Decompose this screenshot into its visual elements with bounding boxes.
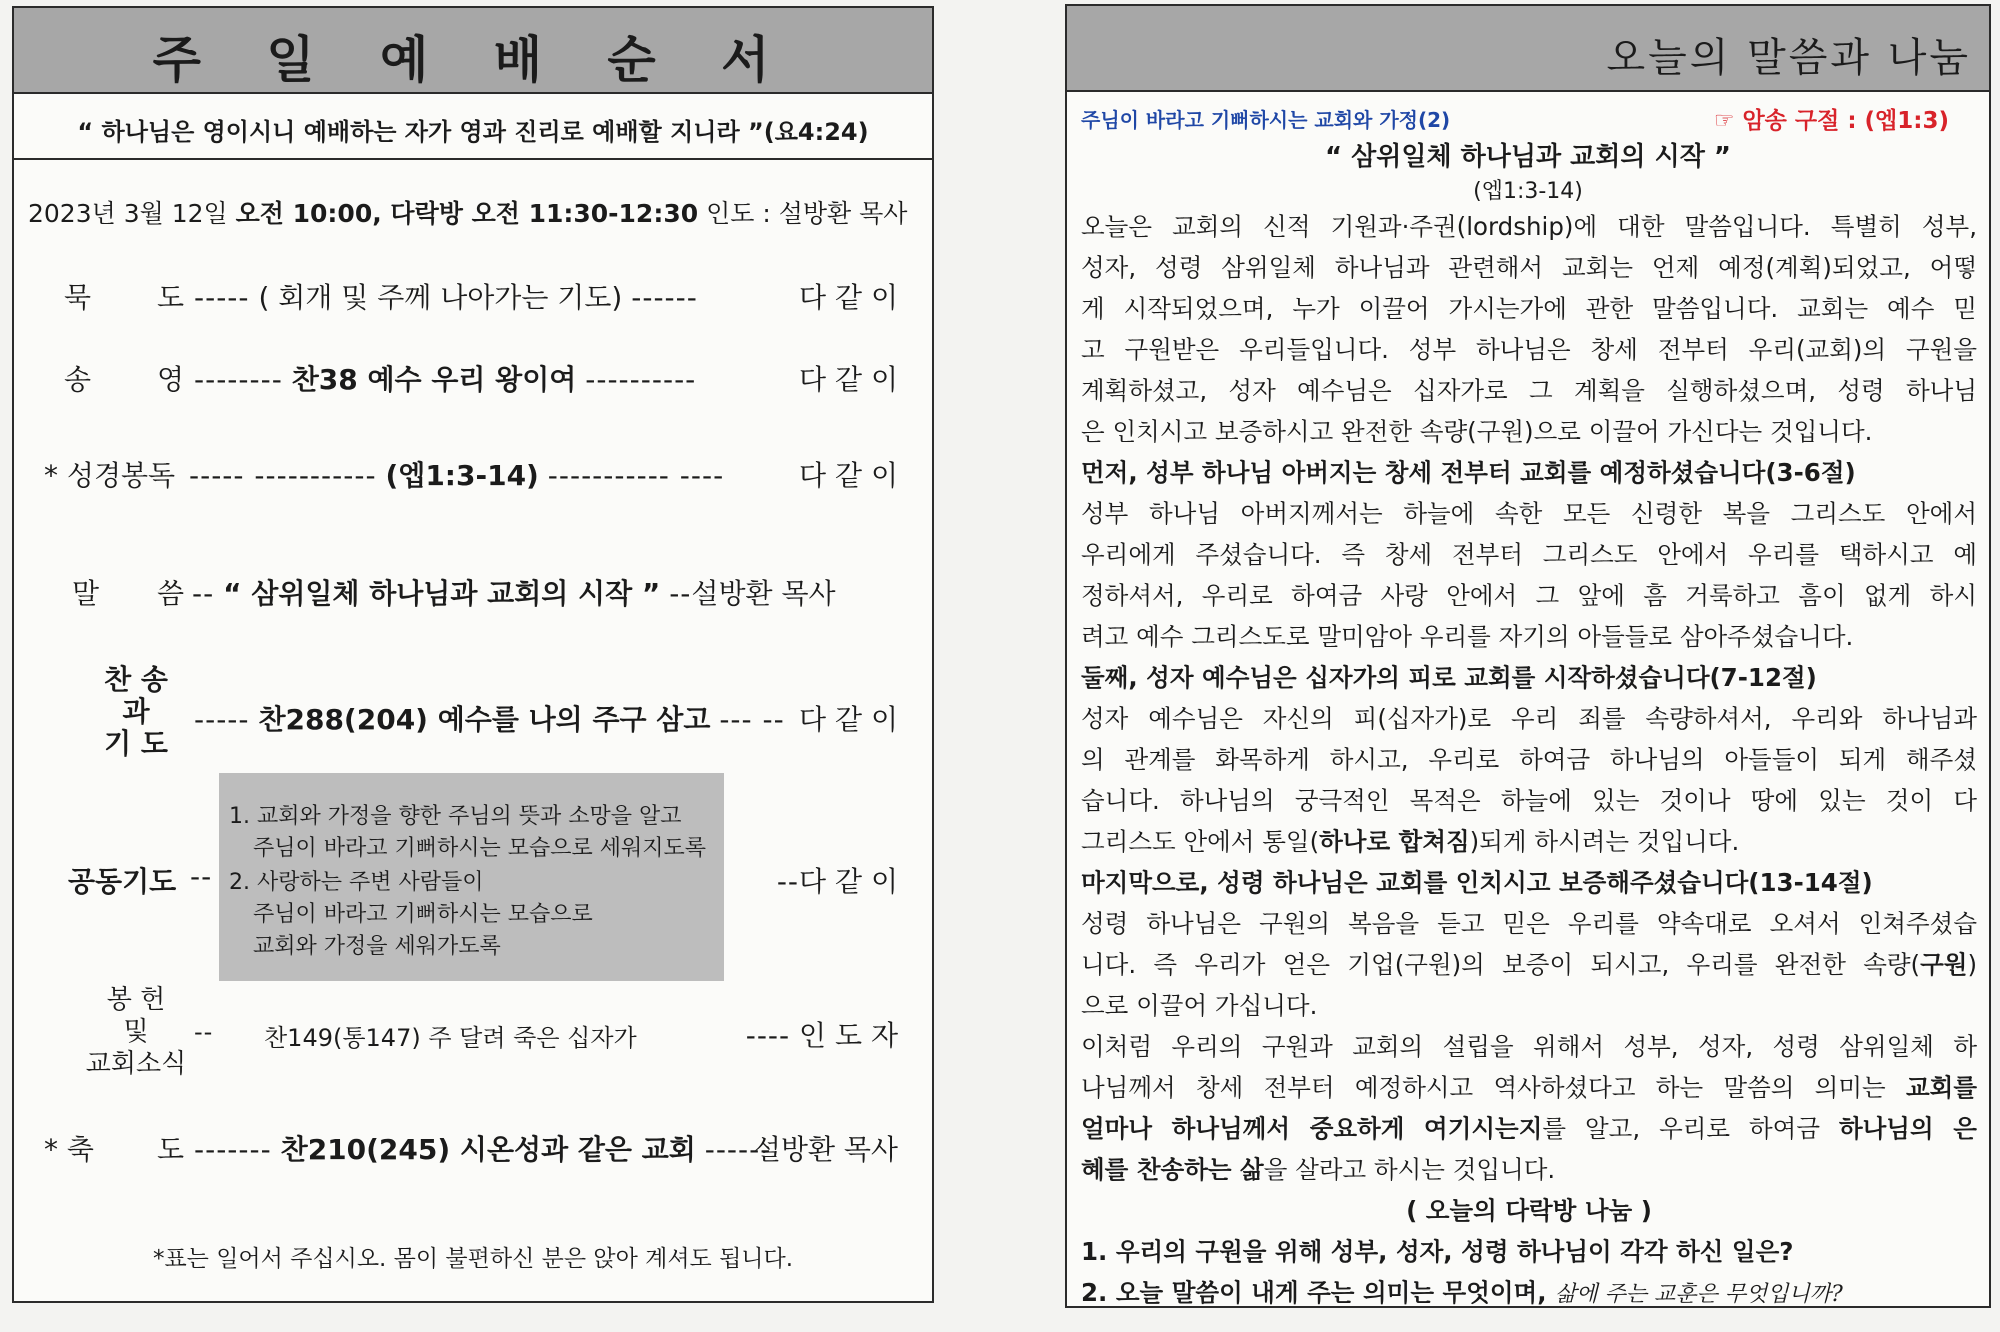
body-emphasis: 혜를 찬송하는 삶 [1081, 1155, 1264, 1184]
body-line: 고 구원받은 우리들입니다. 성부 하나님은 창세 전부터 우리(교회)의 구원을 [1081, 335, 1977, 364]
order-label: 도 [156, 1133, 184, 1166]
order-who: 다 같 이 [799, 703, 898, 736]
order-content: 찬210(245) 시온성과 같은 교회 [280, 1133, 696, 1166]
body-line [1081, 946, 1977, 981]
sharing-heading: ( 오늘의 다락방 나눔 ) [1406, 1196, 1652, 1225]
order-who: 다 같 이 [799, 459, 898, 492]
body-line: 은 인치시고 보증하시고 완전한 속량(구원)으로 이끌어 가신다는 것입니다. [1081, 417, 1873, 446]
dash-leader: ---------- [585, 363, 697, 396]
body-line [1081, 1110, 1977, 1145]
body-emphasis: 하나로 합쳐짐 [1319, 827, 1470, 856]
body-line [1081, 1151, 1977, 1186]
order-label: 묵 [64, 281, 92, 314]
sermon-notes-panel [1065, 4, 1991, 1308]
prayer-topic: 주님이 바라고 기뻐하시는 모습으로 세워지도록 [253, 836, 707, 861]
dash-leader: -- [192, 577, 215, 610]
sermon-reference: (엡1:3-14) [1473, 179, 1583, 204]
dash-leader: ---- [745, 1019, 791, 1052]
page-title: 주 일 예 배 순 서 [152, 31, 794, 89]
dash-leader: ------ [704, 1133, 772, 1166]
body-text: ) [1967, 950, 1977, 979]
body-text: 을 살라고 하시는 것입니다. [1263, 1155, 1556, 1184]
body-line: 게 시작되었으며, 누가 이끌어 가시는가에 관한 말씀입니다. 교회는 예수 믿 [1081, 294, 1977, 323]
dash-leader: -- [776, 865, 800, 898]
body-line [1081, 823, 1977, 858]
order-label: 송 [64, 363, 92, 396]
dash-leader: --- -- [719, 703, 785, 736]
order-label: 교회소식 [85, 1049, 187, 1079]
body-line: 오늘은 교회의 신적 기원과·주권(lordship)에 대한 말씀입니다. 특별히 성부, [1081, 212, 1977, 241]
order-label-offering [66, 984, 206, 1080]
service-date: 2023년 3월 12일 [28, 199, 236, 228]
body-line: 려고 예수 그리스도로 말미암아 우리를 자기의 아들들로 삼아주셨습니다. [1081, 622, 1854, 651]
order-label: 및 [123, 1017, 149, 1047]
body-emphasis: 교회를 [1905, 1073, 1977, 1102]
service-times: 오전 10:00, 다락방 오전 11:30-12:30 [235, 199, 699, 228]
order-label: 기 도 [104, 727, 168, 760]
body-line: 성부 하나님 아버지께서는 하늘에 속한 모든 신령한 복을 그리스도 안에서 [1081, 499, 1977, 528]
body-line: 이처럼 우리의 구원과 교회의 설립을 위해서 성부, 성자, 성령 삼위일체 하 [1081, 1032, 1977, 1061]
order-label: 공동기도 [68, 865, 177, 898]
body-line: 성자, 성령 삼위일체 하나님과 관련해서 교회는 언제 예정(계획)되었고, 어떻 [1081, 253, 1977, 282]
order-who: 설방환 목사 [691, 577, 836, 610]
order-label: 과 [122, 695, 150, 728]
order-label: 찬 송 [104, 663, 168, 696]
body-emphasis: 구원 [1920, 950, 1968, 979]
body-line: 정하셔서, 우리로 하여금 사랑 안에서 그 앞에 흠 거룩하고 흠이 없게 하시 [1081, 581, 1977, 610]
order-label: 봉 헌 [106, 985, 166, 1015]
page-title: 오늘의 말씀과 나눔 [1606, 35, 1971, 81]
service-info [28, 194, 907, 230]
section-heading: 마지막으로, 성령 하나님은 교회를 인치시고 보증해주셨습니다(13-14절) [1081, 868, 1873, 897]
order-label: 말 [72, 577, 100, 610]
dash-leader: -- [669, 577, 692, 610]
discussion-question [1081, 1274, 1977, 1309]
order-content: ( 회개 및 주께 나아가는 기도) [258, 281, 623, 314]
order-label: * 축 [44, 1133, 94, 1166]
order-label-hymn [76, 664, 196, 760]
body-text: )되게 하시려는 것입니다. [1469, 827, 1740, 856]
order-who: 다 같 이 [799, 281, 898, 314]
body-text: 를 알고, 우리로 하여금 [1542, 1114, 1839, 1143]
order-content: 찬38 예수 우리 왕이여 [291, 363, 577, 396]
order-content: (엡1:3-14) [385, 459, 539, 492]
order-content: 찬149(통147) 주 달려 죽은 십자가 [264, 1024, 637, 1052]
section-heading: 먼저, 성부 하나님 아버지는 창세 전부터 교회를 예정하셨습니다(3-6절) [1081, 458, 1856, 487]
memory-verse: ☞ 암송 구절 : (엡1:3) [1713, 108, 1949, 134]
dash-leader: ----- [194, 281, 250, 314]
body-text: 니다. 즉 우리가 얻은 기업(구원)의 보증이 되시고, 우리를 완전한 속량( [1081, 950, 1921, 979]
dash-leader: ----------- ---- [547, 459, 725, 492]
dash-leader: ------ [631, 281, 698, 314]
order-who: 다 같 이 [799, 363, 898, 396]
order-label: 씀 [156, 577, 184, 610]
service-leader: 인도 : 설방환 목사 [698, 199, 908, 228]
order-content: 찬288(204) 예수를 나의 주구 삼고 [258, 703, 711, 736]
prayer-topic: 교회와 가정을 세워가도록 [253, 934, 501, 959]
standing-note: *표는 일어서 주십시오. 몸이 불편하신 분은 앉아 계셔도 됩니다. [152, 1246, 794, 1272]
body-line: 계획하셨고, 성자 예수님은 십자가로 그 계획을 실행하셨으며, 성령 하나님 [1081, 376, 1977, 405]
dash-leader: ------- [194, 1133, 272, 1166]
dash-leader: ----- ----------- [189, 459, 377, 492]
body-line: 우리에게 주셨습니다. 즉 창세 전부터 그리스도 안에서 우리를 택하시고 예 [1081, 540, 1977, 569]
body-line: 의 관계를 화목하게 하시고, 우리로 하여금 하나님의 아들들이 되게 해주셨 [1081, 745, 1977, 774]
order-label: * 성경봉독 [44, 459, 176, 492]
sermon-title: “ 삼위일체 하나님과 교회의 시작 ” [1325, 142, 1731, 172]
prayer-topic: 1. 교회와 가정을 향한 주님의 뜻과 소망을 알고 [229, 804, 682, 829]
order-of-worship-panel [12, 6, 934, 1303]
body-text: 그리스도 안에서 통일( [1081, 827, 1320, 856]
prayer-topics-box [219, 773, 724, 981]
dash-leader: -- [194, 1018, 214, 1046]
discussion-question: 1. 우리의 구원을 위해 성부, 성자, 성령 하나님이 각각 하신 일은? [1081, 1237, 1794, 1266]
body-emphasis: 하나님의 은 [1838, 1114, 1977, 1143]
dash-leader: ----- [194, 703, 250, 736]
body-line: 성령 하나님은 구원의 복음을 듣고 믿은 우리를 약속대로 오셔서 인쳐주셨습 [1081, 909, 1977, 938]
right-title-banner [1067, 6, 1989, 92]
prayer-topic: 2. 사랑하는 주변 사람들이 [229, 870, 484, 895]
body-line: 성자 예수님은 자신의 피(십자가)로 우리 죄를 속량하셔서, 우리와 하나님과 [1081, 704, 1977, 733]
left-title-banner [14, 8, 932, 94]
series-title: 주님이 바라고 기뻐하시는 교회와 가정(2) [1081, 108, 1451, 132]
handwritten-note: 삶에 주는 교훈은 무엇입니까? [1555, 1282, 1843, 1307]
order-label: 도 [156, 281, 184, 314]
dash-leader: -------- [194, 363, 283, 396]
order-who: 인 도 자 [799, 1019, 898, 1052]
body-line [1081, 1069, 1977, 1104]
body-emphasis: 얼마나 하나님께서 중요하게 여기시는지 [1081, 1114, 1543, 1143]
question-text: 2. 오늘 말씀이 내게 주는 의미는 무엇이며, [1081, 1278, 1547, 1307]
order-who: 설방환 목사 [753, 1133, 898, 1166]
order-label: 영 [156, 363, 184, 396]
theme-verse: “ 하나님은 영이시니 예배하는 자가 영과 진리로 예배할 지니라 ”(요4:24) [77, 118, 869, 146]
section-heading: 둘째, 성자 예수님은 십자가의 피로 교회를 시작하셨습니다(7-12절) [1081, 663, 1817, 692]
body-line: 으로 이끌어 가십니다. [1081, 991, 1318, 1020]
order-who: 다 같 이 [799, 865, 898, 898]
body-line: 습니다. 하나님의 궁극적인 목적은 하늘에 있는 것이나 땅에 있는 것이 다 [1081, 786, 1977, 815]
prayer-topic: 주님이 바라고 기뻐하시는 모습으로 [253, 902, 593, 927]
divider [14, 158, 932, 160]
dash-leader: -- [190, 860, 213, 893]
body-text: 나님께서 창세 전부터 예정하시고 역사하셨다고 하는 말씀의 의미는 [1081, 1073, 1906, 1102]
sermon-title: “ 삼위일체 하나님과 교회의 시작 ” [223, 577, 661, 610]
